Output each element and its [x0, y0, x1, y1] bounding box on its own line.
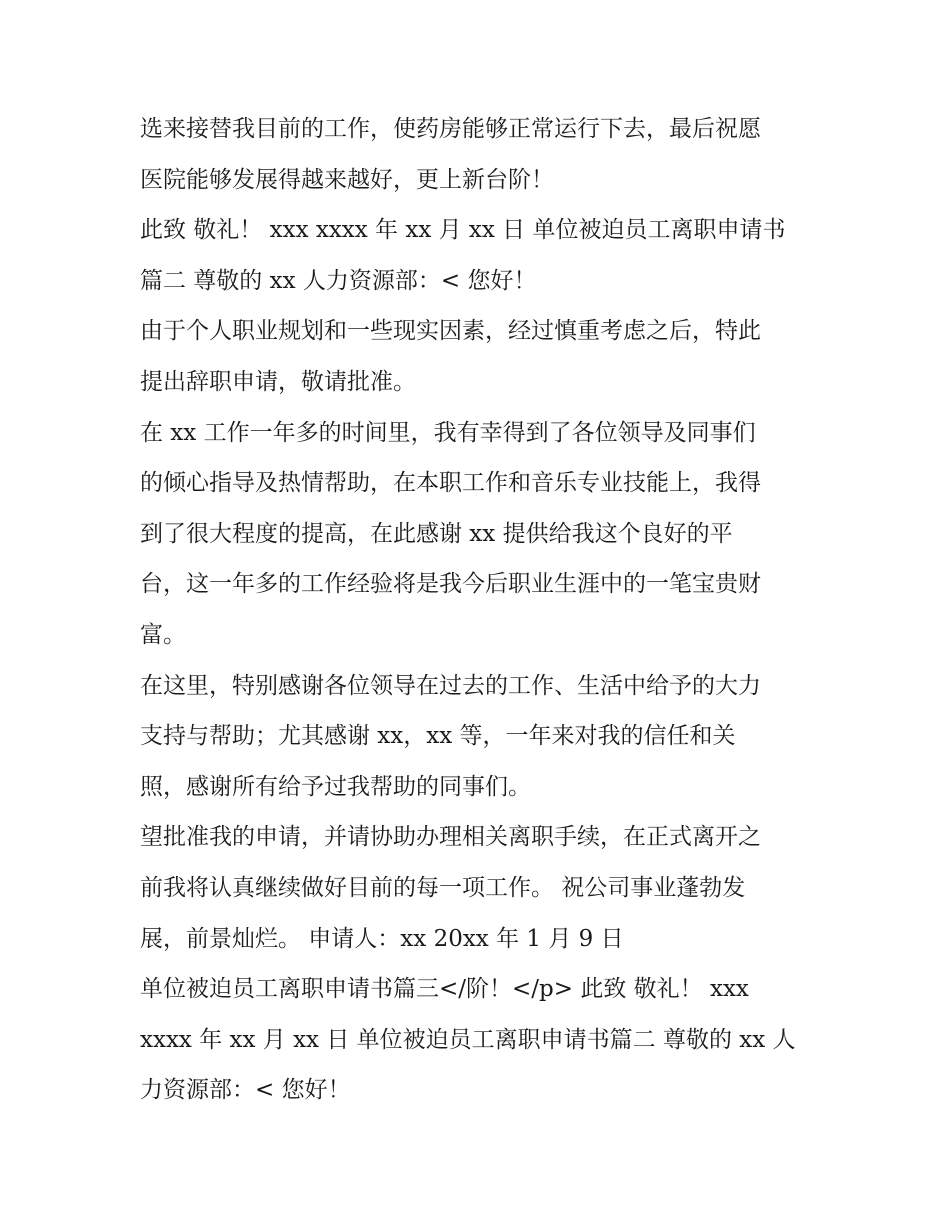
text-line: 在这里，特别感谢各位领导在过去的工作、生活中给予的大力: [140, 673, 761, 699]
text-line: 的倾心指导及热情帮助，在本职工作和音乐专业技能上，我得: [140, 470, 761, 496]
text-line: 台，这一年多的工作经验将是我今后职业生涯中的一笔宝贵财: [140, 571, 761, 597]
text-line: 医院能够发展得越来越好，更上新台阶！: [140, 167, 554, 193]
text-line: 此致 敬礼！ xxx xxxx 年 xx 月 xx 日 单位被迫员工离职申请书: [140, 217, 786, 243]
text-line: 展，前景灿烂。 申请人：xx 20xx 年 1 月 9 日: [140, 926, 624, 952]
text-line: 提出辞职申请，敬请批准。: [140, 369, 416, 395]
text-line: 富。: [140, 622, 186, 648]
text-line: 照，感谢所有给予过我帮助的同事们。: [140, 774, 531, 800]
text-line: 力资源部：< 您好！: [140, 1077, 351, 1103]
text-line: 选来接替我目前的工作，使药房能够正常运行下去，最后祝愿: [140, 116, 761, 142]
text-line: 前我将认真继续做好目前的每一项工作。 祝公司事业蓬勃发: [140, 875, 746, 901]
text-line: 支持与帮助；尤其感谢 xx，xx 等，一年来对我的信任和关: [140, 723, 736, 749]
text-line: 由于个人职业规划和一些现实因素，经过慎重考虑之后，特此: [140, 318, 761, 344]
text-line: 在 xx 工作一年多的时间里，我有幸得到了各位领导及同事们: [140, 420, 756, 446]
text-line: 到了很大程度的提高，在此感谢 xx 提供给我这个良好的平: [140, 521, 733, 547]
text-line: 篇二 尊敬的 xx 人力资源部：< 您好！: [140, 268, 537, 294]
text-line: 望批准我的申请，并请协助办理相关离职手续，在正式离开之: [140, 824, 761, 850]
text-line: xxxx 年 xx 月 xx 日 单位被迫员工离职申请书篇二 尊敬的 xx 人: [140, 1027, 796, 1053]
text-line: 单位被迫员工离职申请书篇三</阶！</p> 此致 敬礼！ xxx: [140, 976, 749, 1002]
